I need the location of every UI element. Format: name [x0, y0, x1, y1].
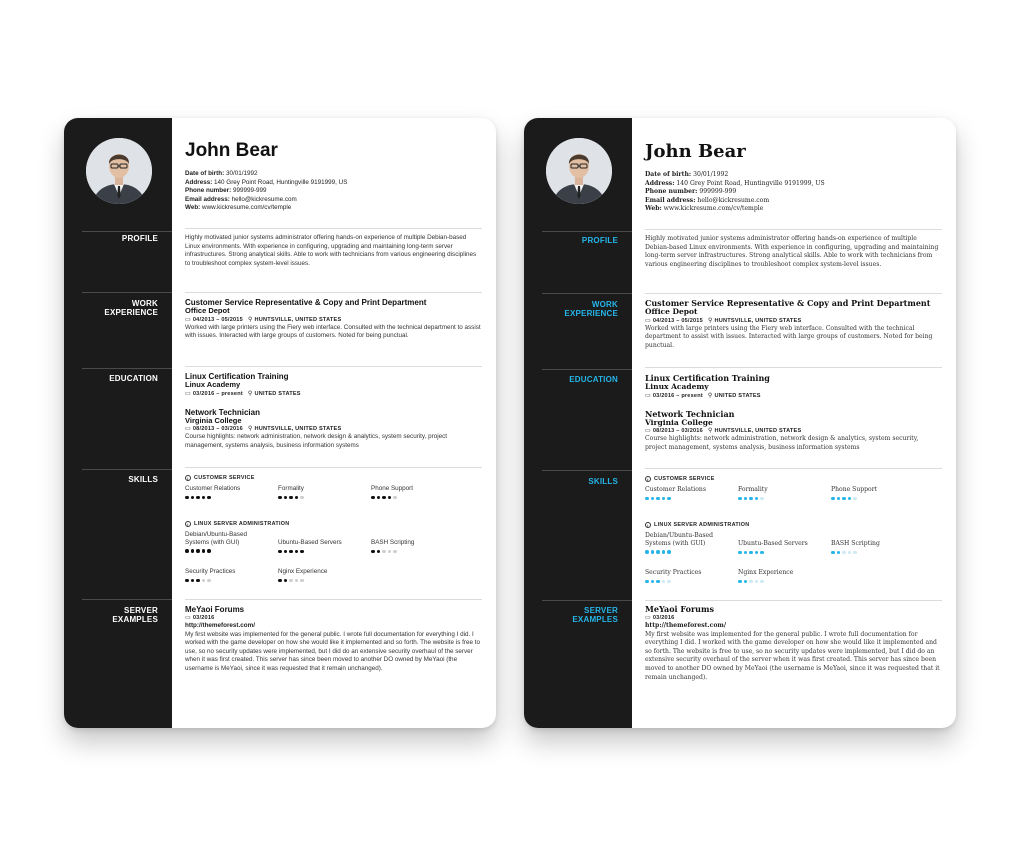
job-meta: ▭ 04/2013 – 05/2015 ⚲ HUNTSVILLE, UNITED STATES	[185, 316, 342, 323]
education-meta: ▭ 03/2016 – present ⚲ UNITED STATES	[645, 392, 761, 399]
rating-dot-filled	[196, 496, 200, 500]
rating-dot-empty	[853, 551, 857, 555]
section-label-profile: PROFILE	[121, 234, 158, 243]
resume-card-classic	[64, 118, 496, 728]
school-name: Linux Academy	[645, 382, 709, 391]
section-label-server-2: EXAMPLES	[572, 615, 618, 624]
section-label-server-1: SERVER	[124, 606, 158, 615]
rating-dot-empty	[667, 580, 671, 584]
rating-dot-filled	[744, 497, 748, 501]
info-row: Email address: hello@kickresume.com	[645, 196, 770, 204]
rating-dot-empty	[755, 580, 759, 584]
skills-section	[185, 475, 482, 595]
candidate-name: John Bear	[645, 141, 746, 162]
rating-dot-filled	[278, 579, 282, 583]
skill-rating	[185, 549, 265, 553]
divider	[645, 468, 942, 469]
skill-item: Ubuntu-Based Servers	[278, 539, 364, 553]
rating-dot-empty	[289, 579, 293, 583]
resume-content	[645, 118, 942, 728]
skill-group-heading: i LINUX SERVER ADMINISTRATION	[185, 521, 289, 527]
skill-item: BASH Scripting	[831, 540, 917, 554]
divider	[645, 600, 942, 601]
rating-dot-filled	[185, 496, 189, 500]
education-title: Linux Certification Training	[645, 373, 770, 383]
profile-text: Highly motivated junior systems administrator offering hands-on experience of multiple Debian-based Linux environments. With experience in configuring, upgrading and maintaining long-term server infrastructures. Strong analytical skills. Able to work with technicians from various engineering disciplines to troubleshoot complex system-level issues.	[645, 235, 939, 268]
rating-dot-filled	[377, 550, 381, 554]
candidate-name: John Bear	[185, 140, 278, 161]
skill-rating	[645, 497, 731, 501]
avatar	[86, 138, 152, 204]
rating-dot-filled	[371, 496, 375, 500]
info-icon: i	[185, 521, 191, 527]
contact-info	[645, 171, 825, 214]
section-label-skills: SKILLS	[588, 477, 618, 486]
skill-item: Debian/Ubuntu-Based Systems (with GUI)	[645, 532, 725, 554]
skill-item: Nginx Experience	[278, 568, 364, 582]
rating-dot-filled	[831, 551, 835, 555]
skill-rating	[831, 551, 917, 555]
section-label-education: EDUCATION	[109, 374, 158, 383]
location-pin-icon: ⚲	[707, 428, 713, 434]
info-row: Phone number: 999999-999	[185, 187, 267, 195]
info-row: Phone number: 999999-999	[645, 188, 737, 196]
rating-dot-filled	[207, 496, 211, 500]
rating-dot-filled	[656, 497, 660, 501]
skill-rating	[645, 550, 725, 554]
education-title: Network Technician	[185, 407, 260, 417]
location-pin-icon: ⚲	[707, 317, 713, 324]
rating-dot-empty	[760, 497, 764, 501]
section-label-work-2: EXPERIENCE	[564, 309, 618, 318]
calendar-icon: ▭	[645, 615, 651, 621]
divider	[542, 470, 632, 471]
server-section	[645, 605, 942, 682]
skill-rating	[278, 496, 364, 500]
info-icon: i	[645, 522, 651, 528]
divider	[645, 293, 942, 294]
rating-dot-filled	[278, 550, 282, 554]
rating-dot-filled	[738, 580, 742, 584]
skill-item: Debian/Ubuntu-Based Systems (with GUI)	[185, 531, 265, 553]
rating-dot-filled	[651, 497, 655, 501]
rating-dot-filled	[848, 497, 852, 501]
rating-dot-filled	[388, 496, 392, 500]
rating-dot-filled	[667, 550, 671, 554]
calendar-icon: ▭	[645, 317, 651, 324]
rating-dot-filled	[738, 497, 742, 501]
project-meta: ▭ 03/2016	[185, 615, 215, 621]
rating-dot-filled	[289, 550, 293, 554]
skills-section	[645, 476, 942, 596]
skill-rating	[738, 497, 824, 501]
location-pin-icon: ⚲	[247, 316, 253, 323]
rating-dot-empty	[202, 579, 206, 583]
divider	[185, 292, 482, 293]
divider	[82, 231, 172, 232]
rating-dot-filled	[651, 580, 655, 584]
rating-dot-filled	[289, 496, 293, 500]
work-section	[185, 298, 482, 341]
divider	[82, 292, 172, 293]
calendar-icon: ▭	[185, 390, 191, 397]
avatar	[546, 138, 612, 204]
rating-dot-filled	[645, 497, 649, 501]
education-meta: ▭ 08/2013 – 03/2016 ⚲ HUNTSVILLE, UNITED STATES	[645, 428, 802, 434]
divider	[542, 369, 632, 370]
section-label-skills: SKILLS	[128, 475, 158, 484]
skill-item: Phone Support	[371, 485, 457, 499]
rating-dot-filled	[749, 551, 753, 555]
project-url[interactable]: http://themeforest.com/	[645, 622, 727, 629]
skill-rating	[371, 550, 457, 554]
education-title: Network Technician	[645, 408, 735, 419]
divider	[185, 366, 482, 367]
rating-dot-filled	[185, 549, 189, 553]
divider	[82, 599, 172, 600]
rating-dot-empty	[393, 496, 397, 500]
skill-rating	[278, 579, 364, 583]
project-url[interactable]: http://themeforest.com/	[185, 622, 255, 629]
work-section	[645, 299, 942, 350]
info-row: Date of birth: 30/01/1992	[185, 170, 258, 177]
calendar-icon: ▭	[185, 426, 191, 432]
company-name: Office Depot	[645, 307, 698, 316]
calendar-icon: ▭	[185, 316, 191, 323]
resume-content	[185, 118, 482, 728]
divider	[645, 229, 942, 230]
info-row: Web: www.kickresume.com/cv/temple	[185, 204, 292, 212]
rating-dot-filled	[185, 579, 189, 583]
rating-dot-filled	[667, 497, 671, 501]
divider	[185, 228, 482, 229]
divider	[185, 467, 482, 468]
rating-dot-empty	[382, 550, 386, 554]
rating-dot-empty	[848, 551, 852, 555]
skill-rating	[185, 496, 271, 500]
rating-dot-filled	[656, 550, 660, 554]
rating-dot-filled	[755, 497, 759, 501]
rating-dot-empty	[300, 579, 304, 583]
divider	[82, 469, 172, 470]
section-label-work-2: EXPERIENCE	[104, 308, 158, 317]
skill-rating	[185, 579, 271, 583]
rating-dot-empty	[207, 579, 211, 583]
calendar-icon: ▭	[185, 615, 191, 621]
divider	[542, 600, 632, 601]
sidebar	[64, 118, 172, 728]
section-label-work-1: WORK	[591, 300, 618, 309]
profile-section	[645, 235, 942, 269]
skill-item: Security Practices	[645, 569, 731, 583]
rating-dot-filled	[760, 551, 764, 555]
divider	[82, 368, 172, 369]
skill-item: Ubuntu-Based Servers	[738, 540, 824, 554]
sidebar	[524, 118, 632, 728]
portrait-image	[86, 138, 152, 204]
contact-info	[185, 170, 347, 213]
info-icon: i	[645, 476, 651, 482]
job-title: Customer Service Representative & Copy and Print Department	[185, 298, 427, 307]
section-label-education: EDUCATION	[569, 375, 618, 384]
skill-rating	[645, 580, 731, 584]
rating-dot-filled	[645, 580, 649, 584]
skill-rating	[831, 497, 917, 501]
rating-dot-filled	[842, 497, 846, 501]
job-description: Worked with large printers using the Fiery web interface. Consulted with the technical department to assist with issues. Interacted with large groups of customers. Noted for being punctual.	[185, 323, 481, 340]
info-icon: i	[185, 475, 191, 481]
rating-dot-filled	[837, 497, 841, 501]
skill-rating	[371, 496, 457, 500]
skill-item: Formality	[278, 485, 364, 499]
project-title: MeYaoi Forums	[185, 605, 245, 614]
rating-dot-filled	[278, 496, 282, 500]
rating-dot-empty	[749, 580, 753, 584]
info-row: Email address: hello@kickresume.com	[185, 195, 297, 203]
rating-dot-filled	[377, 496, 381, 500]
education-description: Course highlights: network administration, network design & analytics, system security, project management, systems analysis, business information systems	[185, 433, 448, 449]
skill-item: Nginx Experience	[738, 569, 824, 583]
skill-item: Formality	[738, 486, 824, 500]
rating-dot-filled	[662, 550, 666, 554]
skill-rating	[278, 550, 364, 554]
section-label-work-1: WORK	[131, 299, 158, 308]
rating-dot-filled	[300, 550, 304, 554]
calendar-icon: ▭	[645, 428, 651, 434]
rating-dot-empty	[388, 550, 392, 554]
rating-dot-filled	[191, 549, 195, 553]
profile-text: Highly motivated junior systems administrator offering hands-on experience of multiple Debian-based Linux environments. With experience in configuring, upgrading and maintaining long-term server infrastructures. Strong analytical skills. Able to work with technicians from various engineering disciplines to troubleshoot complex system-level issues.	[185, 234, 477, 267]
skill-group-heading: i CUSTOMER SERVICE	[185, 475, 255, 481]
location-pin-icon: ⚲	[247, 390, 253, 397]
education-section	[185, 372, 482, 450]
rating-dot-filled	[744, 580, 748, 584]
profile-section	[185, 234, 482, 268]
rating-dot-filled	[755, 551, 759, 555]
divider	[542, 293, 632, 294]
rating-dot-filled	[656, 580, 660, 584]
rating-dot-empty	[842, 551, 846, 555]
rating-dot-empty	[662, 580, 666, 584]
server-section	[185, 605, 482, 674]
divider	[542, 231, 632, 232]
rating-dot-filled	[191, 579, 195, 583]
rating-dot-filled	[202, 549, 206, 553]
info-row: Date of birth: 30/01/1992	[645, 171, 729, 178]
section-label-server-2: EXAMPLES	[112, 615, 158, 624]
rating-dot-filled	[284, 550, 288, 554]
school-name: Linux Academy	[185, 380, 241, 389]
education-title: Linux Certification Training	[185, 372, 289, 381]
skill-rating	[738, 580, 824, 584]
rating-dot-empty	[393, 550, 397, 554]
rating-dot-filled	[196, 579, 200, 583]
rating-dot-empty	[300, 496, 304, 500]
rating-dot-filled	[738, 551, 742, 555]
rating-dot-filled	[196, 549, 200, 553]
divider	[185, 599, 482, 600]
skill-item: BASH Scripting	[371, 539, 457, 553]
skill-item: Phone Support	[831, 486, 917, 500]
education-meta: ▭ 03/2016 – present ⚲ UNITED STATES	[185, 390, 301, 397]
divider	[645, 367, 942, 368]
calendar-icon: ▭	[645, 392, 651, 399]
rating-dot-filled	[191, 496, 195, 500]
rating-dot-filled	[749, 497, 753, 501]
education-description: Course highlights: network administration, network design & analytics, system security, project management, systems analysis, business information systems	[645, 435, 919, 451]
rating-dot-filled	[284, 496, 288, 500]
project-meta: ▭ 03/2016	[645, 615, 675, 621]
section-label-server-1: SERVER	[584, 606, 618, 615]
project-description: My first website was implemented for the general public. I wrote full documentation for everything I did. I worked with the game developer on how she would like it implemented and so forth. The website is free to use, so no security updates were implemented, but I did do an extensive security overhaul of the server when it was first created. This server has since been moved to another DO owned by MeYaoi (the username is MeYaoi, since it was requested that it remain unchanged).	[185, 630, 480, 672]
portrait-image	[546, 138, 612, 204]
rating-dot-empty	[760, 580, 764, 584]
info-row: Address: 140 Grey Point Road, Huntingville 9191999, US	[645, 179, 825, 187]
resume-card-serif	[524, 118, 956, 728]
skill-item: Customer Relations	[185, 485, 271, 499]
rating-dot-filled	[371, 550, 375, 554]
info-row: Web: www.kickresume.com/cv/temple	[645, 205, 764, 213]
project-description: My first website was implemented for the general public. I wrote full documentation for everything I did. I worked with the game developer on how she would like it implemented and so forth. The website is free to use, so no security updates were implemented, but I did do an extensive security overhaul of the server when it was first created. This server has since been moved to another DO owned by MeYaoi (the username is MeYaoi, since it was requested that it remain unchanged).	[645, 630, 940, 681]
skill-group-heading: i CUSTOMER SERVICE	[645, 476, 715, 482]
project-title: MeYaoi Forums	[645, 604, 714, 614]
location-pin-icon: ⚲	[247, 426, 253, 432]
info-row: Address: 140 Grey Point Road, Huntingville 9191999, US	[185, 178, 348, 186]
rating-dot-filled	[651, 550, 655, 554]
skill-item: Customer Relations	[645, 486, 731, 500]
school-name: Virginia College	[645, 417, 713, 427]
job-meta: ▭ 04/2013 – 05/2015 ⚲ HUNTSVILLE, UNITED STATES	[645, 317, 802, 324]
education-section	[645, 374, 942, 452]
rating-dot-filled	[662, 497, 666, 501]
location-pin-icon: ⚲	[707, 392, 713, 399]
rating-dot-filled	[645, 550, 649, 554]
rating-dot-filled	[295, 550, 299, 554]
rating-dot-empty	[295, 579, 299, 583]
job-description: Worked with large printers using the Fiery web interface. Consulted with the technical department to assist with issues. Interacted with large groups of customers. Noted for being punctual.	[645, 324, 933, 349]
school-name: Virginia College	[185, 415, 242, 425]
education-meta: ▭ 08/2013 – 03/2016 ⚲ HUNTSVILLE, UNITED STATES	[185, 426, 342, 432]
rating-dot-filled	[831, 497, 835, 501]
skill-item: Security Practices	[185, 568, 271, 582]
rating-dot-empty	[853, 497, 857, 501]
section-label-profile: PROFILE	[581, 236, 618, 245]
job-title: Customer Service Representative & Copy and Print Department	[645, 298, 931, 308]
rating-dot-filled	[382, 496, 386, 500]
rating-dot-filled	[284, 579, 288, 583]
skill-rating	[738, 551, 824, 555]
rating-dot-filled	[207, 549, 211, 553]
rating-dot-filled	[837, 551, 841, 555]
rating-dot-filled	[202, 496, 206, 500]
company-name: Office Depot	[185, 306, 230, 315]
skill-group-heading: i LINUX SERVER ADMINISTRATION	[645, 522, 749, 528]
rating-dot-filled	[744, 551, 748, 555]
rating-dot-filled	[295, 496, 299, 500]
